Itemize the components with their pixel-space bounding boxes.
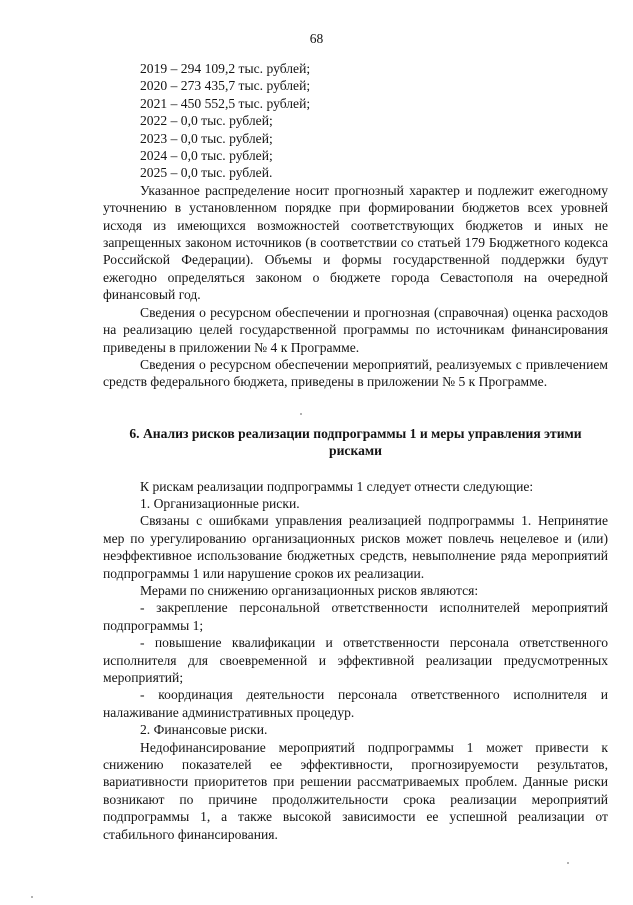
measure-item: - повышение квалификации и ответственности персонала ответственного исполнителя для своевременной и эффективной реализации предусмотренных мероприятий;: [103, 635, 608, 685]
risks-intro: К рискам реализации подпрограммы 1 следует отнести следующие:: [140, 478, 534, 494]
heading-spacer: [103, 460, 608, 478]
document-body: [103, 60, 608, 843]
financial-risks-description: Недофинансирование мероприятий подпрограммы 1 может привести к снижению показателей ее эффективности, прогнозируемости результатов, вариативности приоритетов при решении рассматриваемых проблем. Данные риски возникают по причине продолжительности срока реализации мероприятий подпрограммы 1, а также высокой зависимости ее успешной реализации от стабильного финансирования.: [103, 739, 608, 842]
page-number: 68: [309, 31, 324, 46]
measure-item: - закрепление персональной ответственности исполнителей мероприятий подпрограммы 1;: [103, 600, 608, 633]
funding-year-item: 2025 – 0,0 тыс. рублей.: [140, 165, 273, 181]
funding-year-item: 2019 – 294 109,2 тыс. рублей;: [140, 61, 311, 76]
scan-speck: [300, 413, 302, 415]
funding-year-list: [103, 60, 608, 182]
measure-item: - координация деятельности персонала ответственного исполнителя и налаживание административных процедур.: [103, 687, 608, 720]
organizational-risks-description: Связаны с ошибками управления реализацией подпрограммы 1. Непринятие мер по урегулированию организационных рисков может повлечь нецелевое и (или) неэффективное использование бюджетных средств, невыполнение ряда мероприятий подпрограммы 1 или нарушение сроков их реализации.: [103, 513, 608, 581]
section-spacer: [103, 391, 608, 425]
funding-year-item: 2023 – 0,0 тыс. рублей;: [140, 130, 273, 146]
scan-speck: [31, 896, 33, 898]
organizational-risks-title: 1. Организационные риски.: [140, 495, 300, 511]
resources-paragraph: Сведения о ресурсном обеспечении и прогнозная (справочная) оценка расходов на реализацию целей государственной программы по источникам финансирования приведены в приложении № 4 к Программе.: [103, 304, 608, 355]
distribution-paragraph: Указанное распределение носит прогнозный характер и подлежит ежегодному уточнению в установленном порядке при формировании бюджетов всех уровней исходя из имеющихся возможностей соответствующих бюджетов и иных не запрещенных законом источников (в соответствии со статьей 179 Бюджетного кодекса Российской Федерации). Объемы и формы государственной поддержки будут ежегодно определяться законом о бюджете города Севастополя на очередной финансовый год.: [103, 182, 608, 303]
federal-budget-paragraph: Сведения о ресурсном обеспечении мероприятий, реализуемых с привлечением средств федерального бюджета, приведены в приложении № 5 к Программе.: [103, 356, 608, 390]
financial-risks-title: 2. Финансовые риски.: [140, 722, 268, 738]
funding-year-item: 2020 – 273 435,7 тыс. рублей;: [140, 78, 311, 94]
funding-year-item: 2024 – 0,0 тыс. рублей;: [140, 148, 273, 164]
section-heading: 6. Анализ рисков реализации подпрограммы 1 и меры управления этими рисками: [129, 425, 582, 459]
organizational-measures-intro: Мерами по снижению организационных рисков являются:: [140, 582, 479, 598]
scan-speck: [567, 862, 569, 864]
funding-year-item: 2021 – 450 552,5 тыс. рублей;: [140, 95, 311, 111]
funding-year-item: 2022 – 0,0 тыс. рублей;: [140, 113, 273, 129]
